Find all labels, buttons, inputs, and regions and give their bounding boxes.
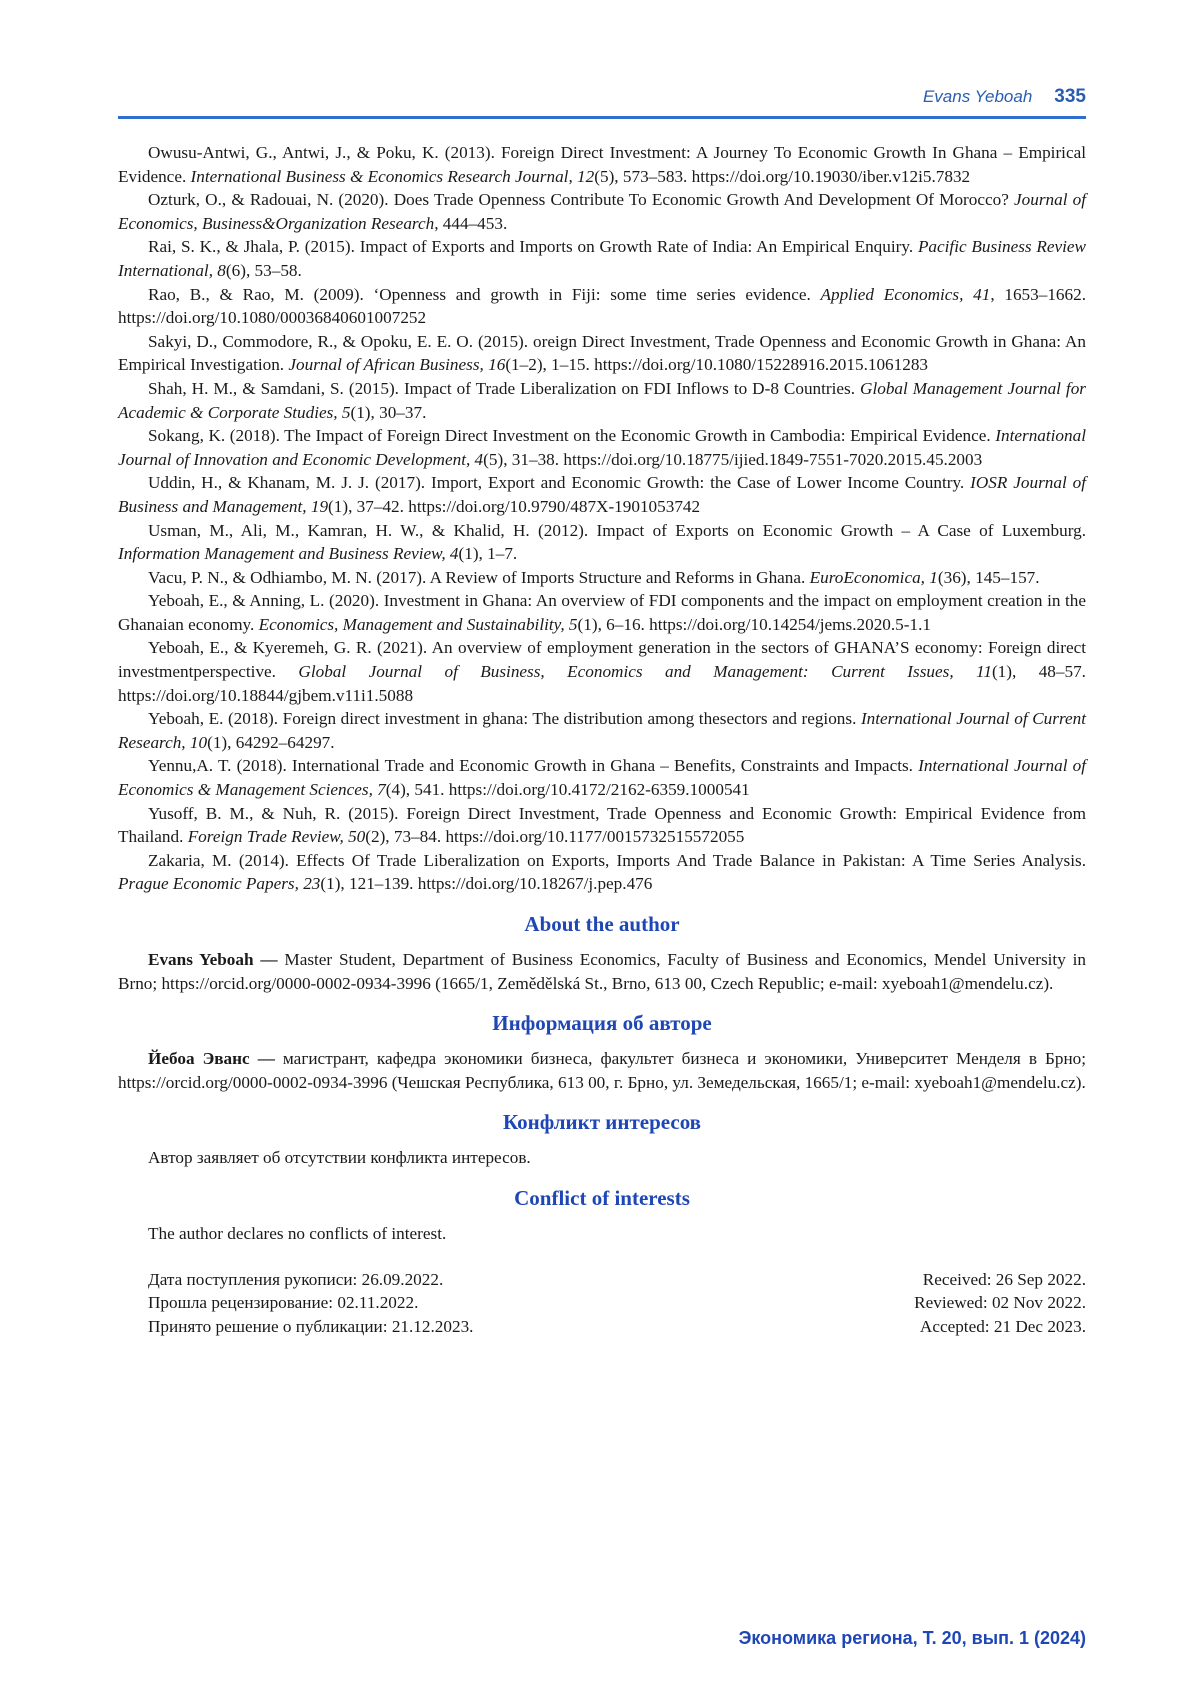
running-head-author: Evans Yeboah: [922, 87, 1033, 106]
reference-journal: International Journal of Current Research, 10: [118, 709, 1086, 752]
reference-item: [118, 330, 1086, 377]
author-bio-text-ru: магистрант, кафедра экономики бизнеса, факультет бизнеса и экономики, Университет Менделя в Брно; https://orcid.org/0000-0002-0934-3996 (Чешская Республика, 613 00, г. Брно, ул. Земедельская, 1665/1; e-mail: xyeboah1@mendelu.cz).: [118, 1049, 1087, 1092]
reference-journal: Prague Economic Papers, 23: [118, 874, 321, 894]
reference-authors: Yeboah, E., & Kyeremeh, G. R. (2021). An overview of employment generation in the sectors of GHANA’S economy: Foreign direct investmentperspective.: [118, 638, 1086, 682]
reference-journal: EuroEconomica, 1: [809, 567, 938, 587]
reference-authors: Sakyi, D., Commodore, R., & Opoku, E. E. O. (2015). oreign Direct Investment, Trade Openness and Economic Growth in Ghana: An Empirical Investigation.: [118, 331, 1086, 375]
date-reviewed-en: Reviewed: 02 Nov 2022.: [914, 1293, 1086, 1313]
reference-authors: Uddin, H., & Khanam, M. J. J. (2017). Import, Export and Economic Growth: the Case of Lower Income Country.: [148, 473, 971, 493]
date-accepted-en: Accepted: 21 Dec 2023.: [919, 1316, 1086, 1336]
reference-journal: Global Journal of Business, Economics and Management: Current Issues, 11: [298, 662, 992, 682]
reference-authors: Zakaria, M. (2014). Effects Of Trade Liberalization on Exports, Imports And Trade Balance in Pakistan: A Time Series Analysis.: [148, 850, 1086, 870]
reference-item: [118, 235, 1086, 282]
reference-journal: Journal of Economics, Business&Organization Research: [118, 190, 1086, 233]
dates-ru: [118, 1268, 473, 1339]
reference-details: (1–2), 1–15. https://doi.org/10.1080/15228916.2015.1061283: [505, 355, 929, 375]
reference-journal: Applied Economics, 41: [820, 284, 991, 304]
reference-journal: International Journal of Economics & Management Sciences, 7: [118, 756, 1086, 800]
manuscript-dates: [118, 1268, 1086, 1339]
author-name: Evans Yeboah —: [148, 950, 278, 969]
reference-item: [118, 471, 1086, 518]
reference-item: [118, 141, 1086, 188]
author-name-ru: Йебоа Эванс —: [148, 1049, 275, 1069]
reference-authors: Rai, S. K., & Jhala, P. (2015). Impact of Exports and Imports on Growth Rate of India: An Empirical Enquiry.: [148, 237, 918, 257]
reference-journal: International Journal of Innovation and Economic Development, 4: [118, 426, 1086, 469]
reference-list: [118, 141, 1086, 896]
reference-item: [118, 283, 1086, 330]
reference-item: [118, 424, 1086, 471]
reference-authors: Yusoff, B. M., & Nuh, R. (2015). Foreign Direct Investment, Trade Openness and Economic Growth: Empirical Evidence from Thailand.: [118, 803, 1086, 847]
reference-details: (1), 1–7.: [458, 544, 518, 564]
author-info-ru-title: Информация об авторе: [492, 1011, 712, 1036]
header-rule: [118, 116, 1086, 119]
reference-details: (4), 541. https://doi.org/10.4172/2162-6359.1000541: [385, 780, 750, 800]
reference-details: , 444–453.: [434, 213, 508, 233]
reference-details: (6), 53–58.: [225, 260, 302, 280]
reference-authors: Usman, M., Ali, M., Kamran, H. W., & Khalid, H. (2012). Impact of Exports on Economic Growth – A Case of Luxemburg.: [148, 520, 1086, 540]
conflict-en-text: The author declares no conflicts of interest.: [148, 1223, 447, 1243]
reference-journal: Economics, Management and Sustainability, 5: [258, 614, 578, 634]
reference-authors: Sokang, K. (2018). The Impact of Foreign Direct Investment on the Economic Growth in Cambodia: Empirical Evidence.: [148, 426, 996, 446]
page-number: 335: [1054, 86, 1086, 107]
reference-authors: Vacu, P. N., & Odhiambo, M. N. (2017). A Review of Imports Structure and Reforms in Ghana.: [148, 567, 810, 587]
reference-details: (1), 37–42. https://doi.org/10.9790/487X-1901053742: [328, 496, 701, 516]
reference-journal: Information Management and Business Review, 4: [118, 544, 459, 564]
reference-details: (5), 573–583. https://doi.org/10.19030/iber.v12i5.7832: [594, 166, 971, 186]
date-received-en: Received: 26 Sep 2022.: [922, 1269, 1086, 1289]
reference-details: (1), 30–37.: [350, 402, 427, 422]
journal-footer: Экономика региона, Т. 20, вып. 1 (2024): [738, 1628, 1086, 1648]
reference-item: [118, 566, 1086, 590]
date-received-ru: Дата поступления рукописи: 26.09.2022.: [148, 1269, 444, 1289]
author-info-ru-bio: [118, 1047, 1086, 1094]
reference-details: (36), 145–157.: [937, 567, 1040, 587]
reference-authors: Shah, H. M., & Samdani, S. (2015). Impact of Trade Liberalization on FDI Inflows to D-8 Countries.: [148, 378, 861, 398]
reference-item: [118, 377, 1086, 424]
reference-authors: Yeboah, E. (2018). Foreign direct investment in ghana: The distribution among thesectors and regions.: [148, 709, 861, 729]
reference-item: [118, 802, 1086, 849]
running-head: [118, 86, 1086, 116]
reference-authors: Ozturk, O., & Radouai, N. (2020). Does Trade Openness Contribute To Economic Growth And Development Of Morocco?: [148, 190, 1014, 210]
reference-authors: Yeboah, E., & Anning, L. (2020). Investment in Ghana: An overview of FDI components and the impact on employment creation in the Ghanaian economy.: [118, 591, 1086, 634]
reference-details: (1), 6–16. https://doi.org/10.14254/jems.2020.5-1.1: [577, 614, 931, 634]
reference-authors: Rao, B., & Rao, M. (2009). ‘Openness and growth in Fiji: some time series evidence.: [148, 284, 821, 304]
reference-item: [118, 849, 1086, 896]
about-author-bio: [118, 948, 1086, 995]
reference-item: [118, 636, 1086, 707]
reference-details: (1), 48–57. https://doi.org/10.18844/gjbem.v11i1.5088: [118, 662, 1086, 705]
reference-journal: Pacific Business Review International, 8: [118, 237, 1087, 280]
reference-authors: Yennu,A. T. (2018). International Trade and Economic Growth in Ghana – Benefits, Constraints and Impacts.: [148, 756, 919, 776]
reference-details: (1), 121–139. https://doi.org/10.18267/j.pep.476: [320, 874, 653, 894]
conflict-ru-text: Автор заявляет об отсутствии конфликта интересов.: [148, 1148, 531, 1168]
conflict-ru-title: Конфликт интересов: [502, 1110, 702, 1135]
reference-item: [118, 188, 1086, 235]
main-content: [118, 141, 1086, 1338]
reference-item: [118, 707, 1086, 754]
author-bio-text: Master Student, Department of Business Economics, Faculty of Business and Economics, Mendel University in Brno; https://orcid.org/0000-0002-0934-3996 (1665/1, Zemědělská St., Brno, 613 00, Czech Republic; e-mail: xyeboah1@mendelu.cz).: [118, 950, 1087, 993]
reference-journal: International Business & Economics Research Journal, 12: [190, 166, 595, 186]
reference-details: (1), 64292–64297.: [207, 732, 335, 752]
reference-journal: Foreign Trade Review, 50: [187, 827, 366, 847]
reference-journal: Journal of African Business, 16: [288, 355, 506, 375]
date-reviewed-ru: Прошла рецензирование: 02.11.2022.: [148, 1293, 419, 1313]
reference-details: (5), 31–38. https://doi.org/10.18775/ijied.1849-7551-7020.2015.45.2003: [483, 449, 983, 469]
reference-item: [118, 519, 1086, 566]
reference-details: , 1653–1662. https://doi.org/10.1080/00036840601007252: [118, 284, 1086, 328]
conflict-en-title: Conflict of interests: [514, 1185, 690, 1210]
reference-item: [118, 754, 1086, 801]
reference-item: [118, 589, 1086, 636]
dates-en: [914, 1268, 1086, 1339]
about-author-title: About the author: [524, 912, 680, 936]
reference-journal: Global Management Journal for Academic & Corporate Studies, 5: [118, 378, 1086, 422]
date-accepted-ru: Принято решение о публикации: 21.12.2023.: [148, 1316, 474, 1336]
reference-details: (2), 73–84. https://doi.org/10.1177/0015732515572055: [365, 827, 745, 847]
reference-journal: IOSR Journal of Business and Management, 19: [118, 473, 1086, 516]
reference-authors: Owusu-Antwi, G., Antwi, J., & Poku, K. (2013). Foreign Direct Investment: A Journey To Economic Growth In Ghana – Empirical Evidence.: [118, 143, 1086, 186]
